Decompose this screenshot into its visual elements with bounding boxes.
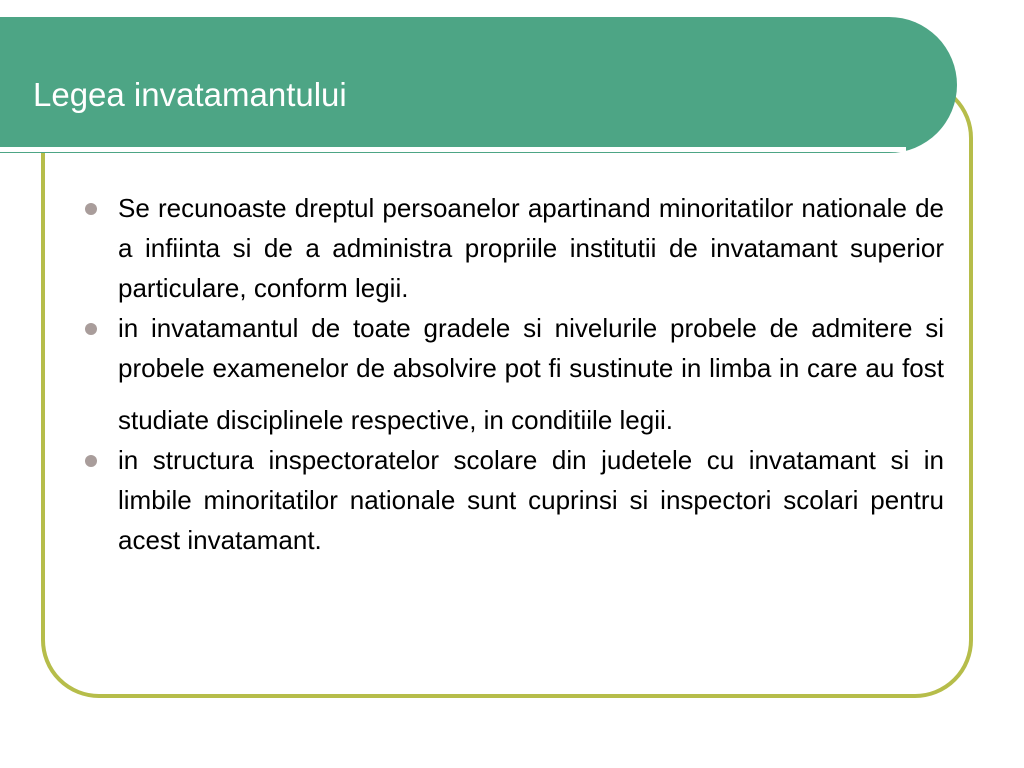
title-underline (0, 147, 906, 152)
bullet-dot-icon (85, 323, 97, 335)
bullet-item-2 (80, 308, 944, 440)
bullet-text-1: Se recunoaste dreptul persoanelor apartinand minoritatilor nationale de a infiinta si de a administra propriile institutii de invatamant superior particulare, conform legii. (118, 193, 944, 303)
bullet-dot-icon (85, 455, 97, 467)
slide-title: Legea invatamantului (33, 76, 347, 113)
bullet-item-1 (80, 188, 944, 308)
bullet-item-3 (80, 440, 944, 560)
bullet-list (80, 188, 944, 560)
title-bar (0, 17, 957, 153)
bullet-text-2 (118, 308, 944, 440)
bullet-text-3: in structura inspectoratelor scolare din judetele cu invatamant si in limbile minoritatilor nationale sunt cuprinsi si inspectori scolari pentru acest invatamant. (118, 445, 944, 555)
bullet-text-2-tail: respective, in conditiile legii. (350, 405, 673, 435)
bullet-text-2-main: in invatamantul de toate gradele si nivelurile probele de admitere si probele examenelor de absolvire pot fi sustinute in limba in care au fost studiate disciplinele (118, 313, 944, 435)
bullet-dot-icon (85, 203, 97, 215)
